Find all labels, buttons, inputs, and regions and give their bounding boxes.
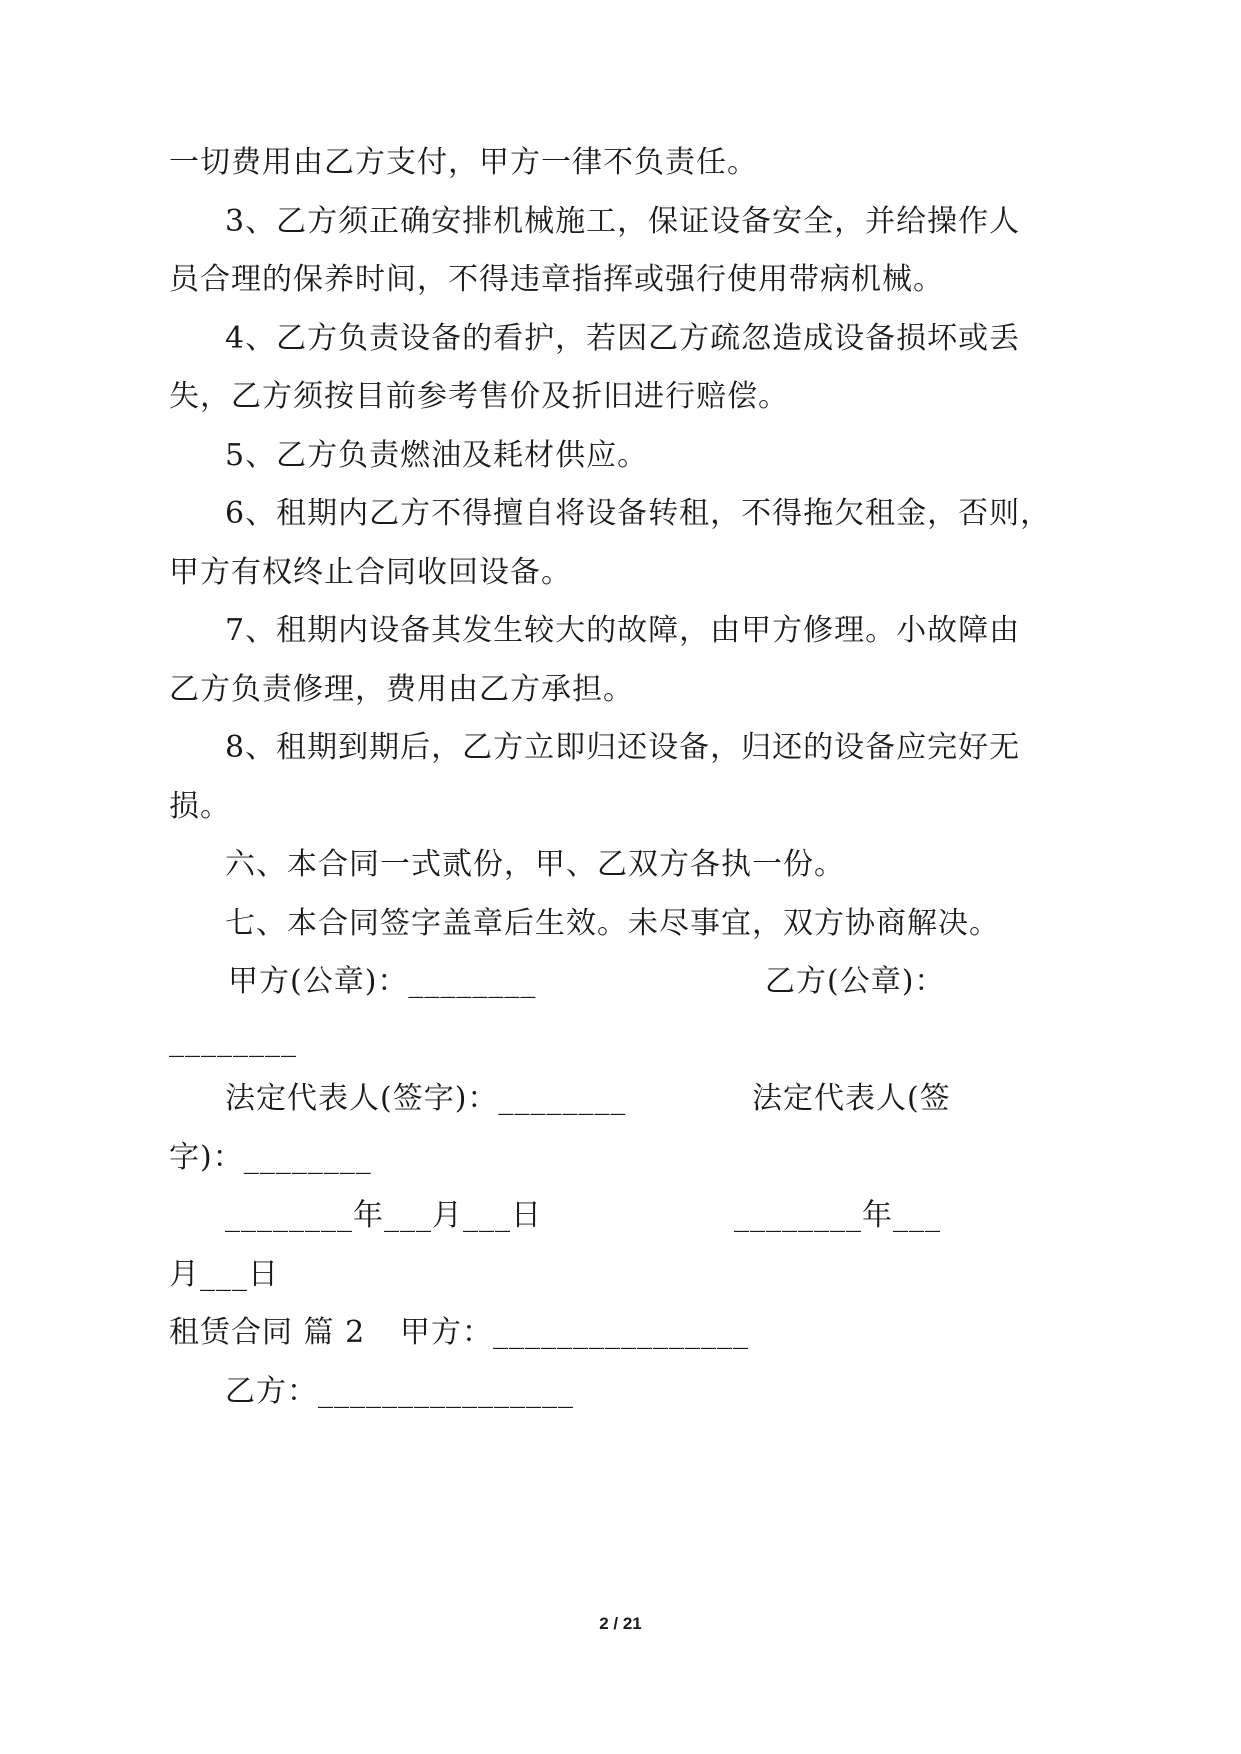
text-line: 6、租期内乙方不得擅自将设备转租，不得拖欠租金，否则， — [225, 496, 1052, 531]
text-line: 失，乙方须按目前参考售价及折旧进行赔偿。 — [169, 379, 789, 414]
party-b-date-cont: 月___日 — [169, 1257, 279, 1292]
section-heading: 租赁合同 篇 2 — [169, 1315, 366, 1350]
text-line: 员合理的保养时间，不得违章指挥或强行使用带病机械。 — [169, 262, 944, 297]
text-line: 7、租期内设备其发生较大的故障，由甲方修理。小故障由 — [225, 613, 1021, 648]
party-a-date: ________年___月___日 — [225, 1198, 542, 1233]
party-a-seal: 甲方(公章)：________ — [228, 964, 537, 999]
text-line: 4、乙方负责设备的看护，若因乙方疏忽造成设备损坏或丢 — [225, 321, 1021, 356]
party-a-field: 甲方：________________ — [400, 1315, 749, 1350]
text-line: 乙方负责修理，费用由乙方承担。 — [169, 672, 634, 707]
party-b-representative: 法定代表人(签 — [752, 1081, 951, 1116]
party-b-date: ________年___ — [734, 1198, 941, 1233]
text-line: 一切费用由乙方支付，甲方一律不负责任。 — [169, 145, 758, 180]
text-line: 8、租期到期后，乙方立即归还设备，归还的设备应完好无 — [225, 730, 1021, 765]
party-a-representative: 法定代表人(签字)：________ — [225, 1081, 627, 1116]
page-number: 2 / 21 — [599, 1614, 642, 1633]
text-line: 5、乙方负责燃油及耗材供应。 — [225, 438, 649, 473]
text-line: 3、乙方须正确安排机械施工，保证设备安全，并给操作人 — [225, 204, 1021, 239]
text-line: 甲方有权终止合同收回设备。 — [169, 555, 572, 590]
text-line: 六、本合同一式贰份，甲、乙双方各执一份。 — [225, 847, 845, 882]
party-b-seal-blank: ________ — [169, 1023, 297, 1058]
text-line: 损。 — [169, 789, 231, 824]
party-b-representative-cont: 字)：________ — [169, 1140, 372, 1175]
party-b-field: 乙方：________________ — [225, 1374, 574, 1409]
party-b-seal: 乙方(公章)： — [765, 964, 946, 999]
text-line: 七、本合同签字盖章后生效。未尽事宜，双方协商解决。 — [225, 906, 1000, 941]
